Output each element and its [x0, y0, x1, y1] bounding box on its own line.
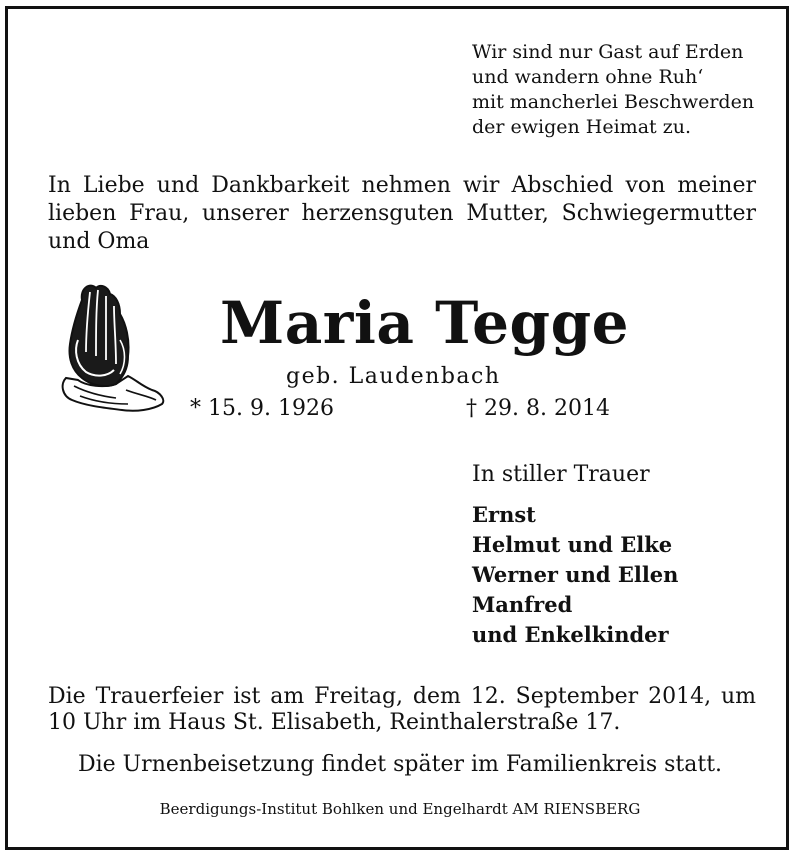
- deceased-name: Maria Tegge: [220, 289, 630, 357]
- ceremony-info: [48, 684, 756, 736]
- praying-hands-icon: [56, 280, 166, 414]
- mourner-name: Helmut und Elke: [472, 532, 673, 557]
- maiden-name: geb. Laudenbach: [286, 364, 501, 389]
- birth-date: * 15. 9. 1926: [190, 396, 334, 421]
- poem-line: der ewigen Heimat zu.: [472, 116, 691, 138]
- mourner-name: Werner und Ellen: [472, 562, 679, 587]
- urn-burial-note: Die Urnenbeisetzung findet später im Familienkreis statt.: [77, 752, 723, 777]
- poem-line: mit mancherlei Beschwerden: [472, 91, 755, 113]
- funeral-home: Beerdigungs-Institut Bohlken und Engelhardt AM RIENSBERG: [159, 800, 641, 818]
- mourners-list: [472, 500, 678, 650]
- mourner-name: Ernst: [472, 502, 536, 527]
- poem: [472, 40, 754, 140]
- mourning-heading: In stiller Trauer: [472, 462, 650, 487]
- intro-line: und Oma: [48, 229, 150, 254]
- death-date: † 29. 8. 2014: [466, 396, 610, 421]
- ceremony-line: Die Trauerfeier ist am Freitag, dem 12. September 2014, um: [48, 684, 756, 709]
- intro-text: [48, 172, 756, 256]
- ceremony-line: 10 Uhr im Haus St. Elisabeth, Reinthalerstraße 17.: [48, 710, 621, 735]
- poem-line: Wir sind nur Gast auf Erden: [472, 41, 744, 63]
- poem-line: und wandern ohne Ruh‘: [472, 66, 704, 88]
- mourner-name: und Enkelkinder: [472, 622, 669, 647]
- intro-line: lieben Frau, unserer herzensguten Mutter, Schwiegermutter: [48, 201, 756, 226]
- intro-line: In Liebe und Dankbarkeit nehmen wir Abschied von meiner: [48, 173, 756, 198]
- mourner-name: Manfred: [472, 592, 573, 617]
